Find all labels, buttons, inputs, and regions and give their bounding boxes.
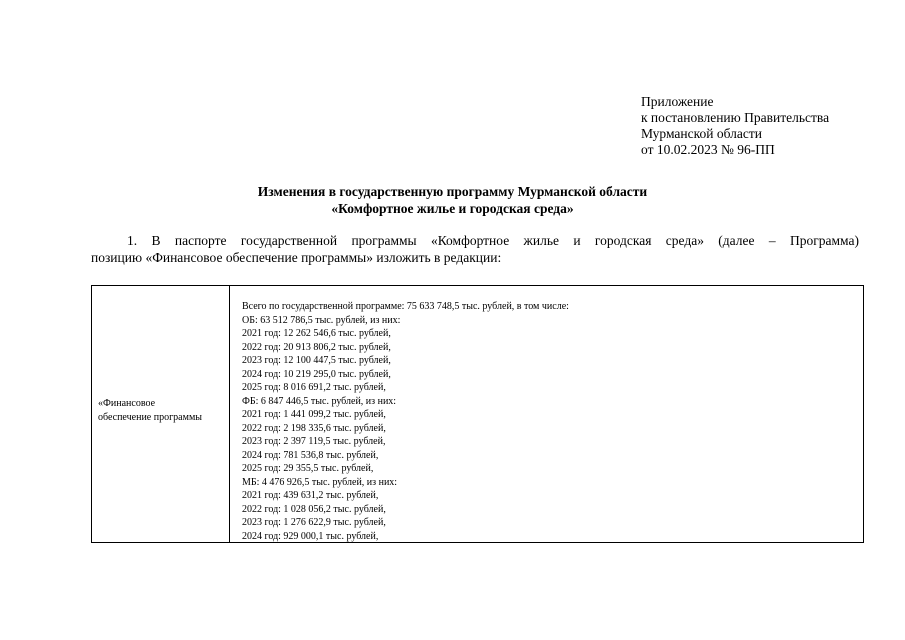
position-label-line-1: «Финансовое: [98, 398, 156, 409]
financing-line: МБ: 4 476 926,5 тыс. рублей, из них:: [242, 476, 398, 488]
title-line-1: Изменения в государственную программу Мурманской области: [257, 184, 648, 199]
paragraph-line-1: 1. В паспорте государственной программы «Комфортное жилье и городская среда» (далее – Программа): [127, 233, 859, 248]
appendix-block: [641, 94, 829, 158]
financing-table: [91, 285, 864, 543]
financing-line: ФБ: 6 847 446,5 тыс. рублей, из них:: [242, 395, 397, 407]
financing-line: 2024 год: 781 536,8 тыс. рублей,: [242, 449, 379, 461]
financing-line: 2021 год: 439 631,2 тыс. рублей,: [242, 490, 379, 501]
table-right-cell: [230, 286, 863, 542]
financing-line: Всего по государственной программе: 75 633 748,5 тыс. рублей, в том числе:: [242, 301, 569, 312]
financing-line: ОБ: 63 512 786,5 тыс. рублей, из них:: [242, 314, 401, 326]
title-line-2: «Комфортное жилье и городская среда»: [331, 201, 574, 216]
financing-line: 2024 год: 10 219 295,0 тыс. рублей,: [242, 368, 391, 380]
financing-line: 2022 год: 2 198 335,6 тыс. рублей,: [242, 422, 386, 434]
appendix-line-3: Мурманской области: [641, 126, 762, 141]
financing-line: 2025 год: 29 355,5 тыс. рублей,: [242, 463, 374, 474]
financing-line: 2024 год: 929 000,1 тыс. рублей,: [242, 530, 379, 542]
financing-line: 2021 год: 12 262 546,6 тыс. рублей,: [242, 328, 391, 339]
financing-line: 2023 год: 12 100 447,5 тыс. рублей,: [242, 355, 391, 366]
financing-line: 2023 год: 2 397 119,5 тыс. рублей,: [242, 436, 386, 447]
financing-line: 2022 год: 1 028 056,2 тыс. рублей,: [242, 503, 386, 515]
document-title: [0, 183, 905, 217]
table-left-cell: [92, 286, 230, 542]
financing-line: 2023 год: 1 276 622,9 тыс. рублей,: [242, 517, 386, 528]
financing-line: 2025 год: 8 016 691,2 тыс. рублей,: [242, 382, 386, 393]
position-label: [98, 397, 228, 424]
body-paragraph: [91, 232, 859, 266]
position-label-line-2: обеспечение программы: [98, 411, 202, 423]
financing-line: 2021 год: 1 441 099,2 тыс. рублей,: [242, 409, 386, 420]
appendix-line-1: Приложение: [641, 94, 714, 109]
appendix-line-2: к постановлению Правительства: [641, 110, 830, 125]
financing-line: 2022 год: 20 913 806,2 тыс. рублей,: [242, 341, 391, 353]
financing-lines: [242, 300, 569, 543]
paragraph-line-2: позицию «Финансовое обеспечение программы» изложить в редакции:: [91, 250, 502, 265]
appendix-line-4: от 10.02.2023 № 96-ПП: [641, 142, 775, 157]
